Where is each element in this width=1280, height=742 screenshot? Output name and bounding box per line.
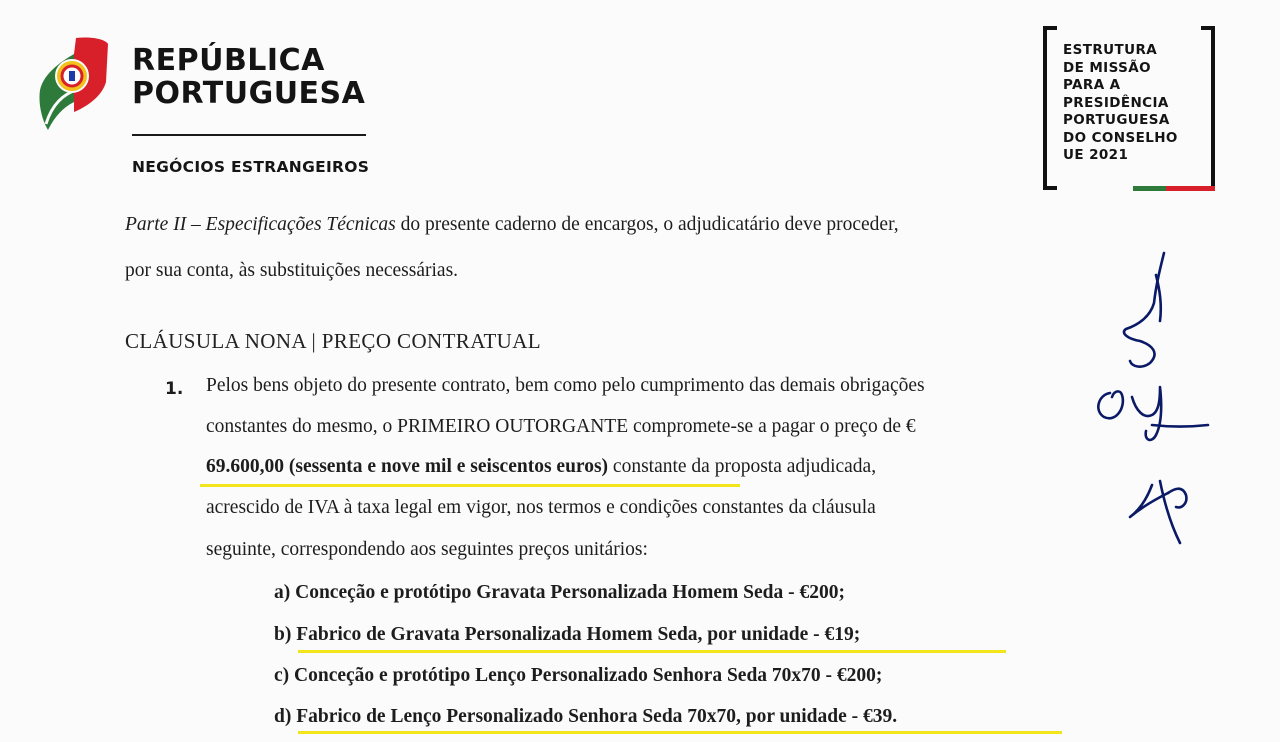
presidency-line: ESTRUTURA [1063,42,1158,58]
presidency-logo-box [1043,26,1215,194]
flag-stripe [1133,186,1215,191]
unit-price-item-c: c) Conceção e protótipo Lenço Personalizado Senhora Seda 70x70 - €200; [274,665,883,686]
spec-reference: Parte II – Especificações Técnicas [125,214,396,235]
presidency-line: PARA A [1063,77,1121,93]
paragraph-line-5: seguinte, correspondendo aos seguintes preços unitários: [206,539,648,560]
paragraph-line-2: constantes do mesmo, o PRIMEIRO OUTORGANTE compromete-se a pagar o preço de € [206,416,916,437]
highlight-item-d [298,731,1062,734]
contract-price: 69.600,00 (sessenta e nove mil e seiscentos euros) [206,456,609,477]
presidency-line: PORTUGUESA [1063,112,1170,128]
bracket-bottom-left [1043,186,1057,190]
clause-heading: CLÁUSULA NONA | PREÇO CONTRATUAL [125,329,542,353]
unit-price-item-b: b) Fabrico de Gravata Personalizada Homem Seda, por unidade - €19; [274,624,861,645]
intro-line-2: por sua conta, às substituições necessárias. [125,260,459,281]
bracket-top-left [1043,26,1057,30]
paragraph-line-3 [206,456,876,478]
item-number: 1. [165,379,184,399]
presidency-line: DE MISSÃO [1063,59,1151,76]
paragraph-line-3-text: constante da proposta adjudicada, [608,456,877,477]
intro-line-1-text: do presente caderno de encargos, o adjudicatário deve proceder, [395,214,899,235]
presidency-line: UE 2021 [1063,147,1129,163]
presidency-line: DO CONSELHO [1063,129,1178,146]
highlight-price [200,484,740,487]
republica-portuguesa-emblem-icon [36,34,110,132]
government-title-line1: REPÚBLICA [132,43,325,78]
header-divider [132,134,366,136]
paragraph-line-4: acrescido de IVA à taxa legal em vigor, nos termos e condições constantes da cláusula [206,497,876,518]
paragraph-line-1: Pelos bens objeto do presente contrato, bem como pelo cumprimento das demais obrigações [206,375,925,396]
ministry-name: NEGÓCIOS ESTRANGEIROS [132,158,370,176]
bracket-left [1043,26,1047,190]
government-title [132,44,365,110]
bracket-right [1211,26,1215,190]
government-title-line2: PORTUGUESA [132,76,366,111]
presidency-line: PRESIDÊNCIA [1063,94,1169,111]
highlight-item-b [298,650,1006,653]
bracket-top-right [1201,26,1215,30]
presidency-text [1063,42,1178,165]
handwritten-initials [1090,245,1220,555]
intro-line-1 [125,214,899,236]
unit-price-item-d: d) Fabrico de Lenço Personalizado Senhora Seda 70x70, por unidade - €39. [274,706,898,727]
unit-price-item-a: a) Conceção e protótipo Gravata Personalizada Homem Seda - €200; [274,582,846,603]
